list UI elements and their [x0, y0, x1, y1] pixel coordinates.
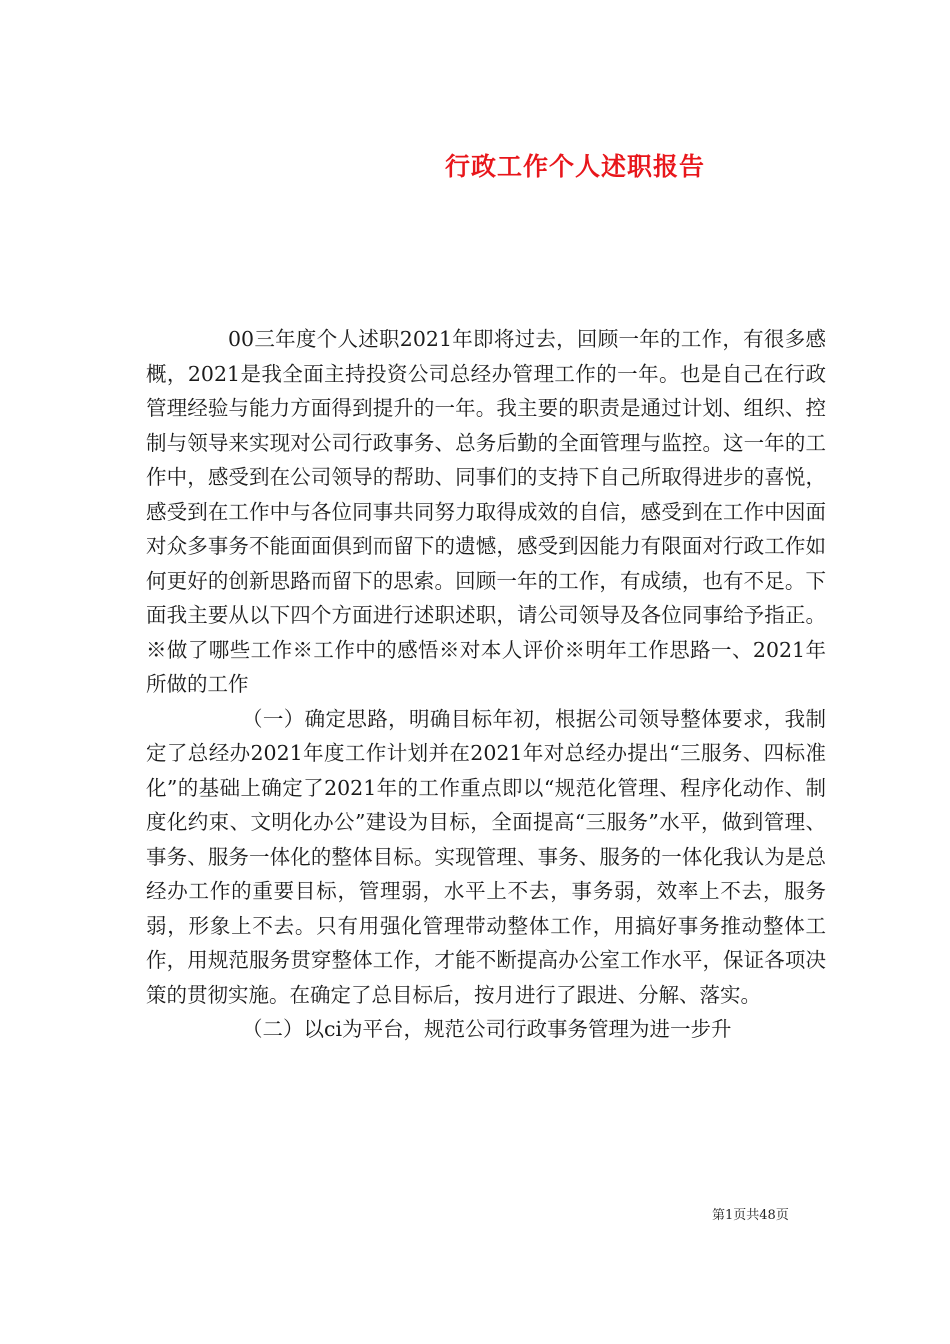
document-title: 行政工作个人述职报告: [444, 151, 705, 181]
document-body: [146, 322, 826, 1047]
paragraph-section-2: （二）以ci为平台，规范公司行政事务管理为进一步升: [242, 1017, 732, 1041]
paragraph-intro: 00三年度个人述职2021年即将过去，回顾一年的工作，有很多感概，2021是我全面主持投资公司总经办管理工作的一年。也是自己在行政管理经验与能力方面得到提升的一年。我主要的职责是通过计划、组织、控制与领导来实现对公司行政事务、总务后勤的全面管理与监控。这一年的工作中，感受到在公司领导的帮助、同事们的支持下自己所取得进步的喜悦，感受到在工作中与各位同事共同努力取得成效的自信，感受到在工作中因面对众多事务不能面面俱到而留下的遗憾，感受到因能力有限面对行政工作如何更好的创新思路而留下的思索。回顾一年的工作，有成绩，也有不足。下面我主要从以下四个方面进行述职述职，请公司领导及各位同事给予指正。※做了哪些工作※工作中的感悟※对本人评价※明年工作思路一、2021年所做的工作: [146, 327, 826, 696]
paragraph-section-1: （一）确定思路，明确目标年初，根据公司领导整体要求，我制定了总经办2021年度工作计划并在2021年对总经办提出“三服务、四标准化”的基础上确定了2021年的工作重点即以“规范化管理、程序化动作、制度化约束、文明化办公”建设为目标，全面提高“三服务”水平，做到管理、事务、服务一体化的整体目标。实现管理、事务、服务的一体化我认为是总经办工作的重要目标，管理弱，水平上不去，事务弱，效率上不去，服务弱，形象上不去。只有用强化管理带动整体工作，用搞好事务推动整体工作，用规范服务贯穿整体工作，才能不断提高办公室工作水平，保证各项决策的贯彻实施。在确定了总目标后，按月进行了跟进、分解、落实。: [146, 706, 826, 1007]
page-number-footer: 第1页共48页: [712, 1208, 789, 1223]
